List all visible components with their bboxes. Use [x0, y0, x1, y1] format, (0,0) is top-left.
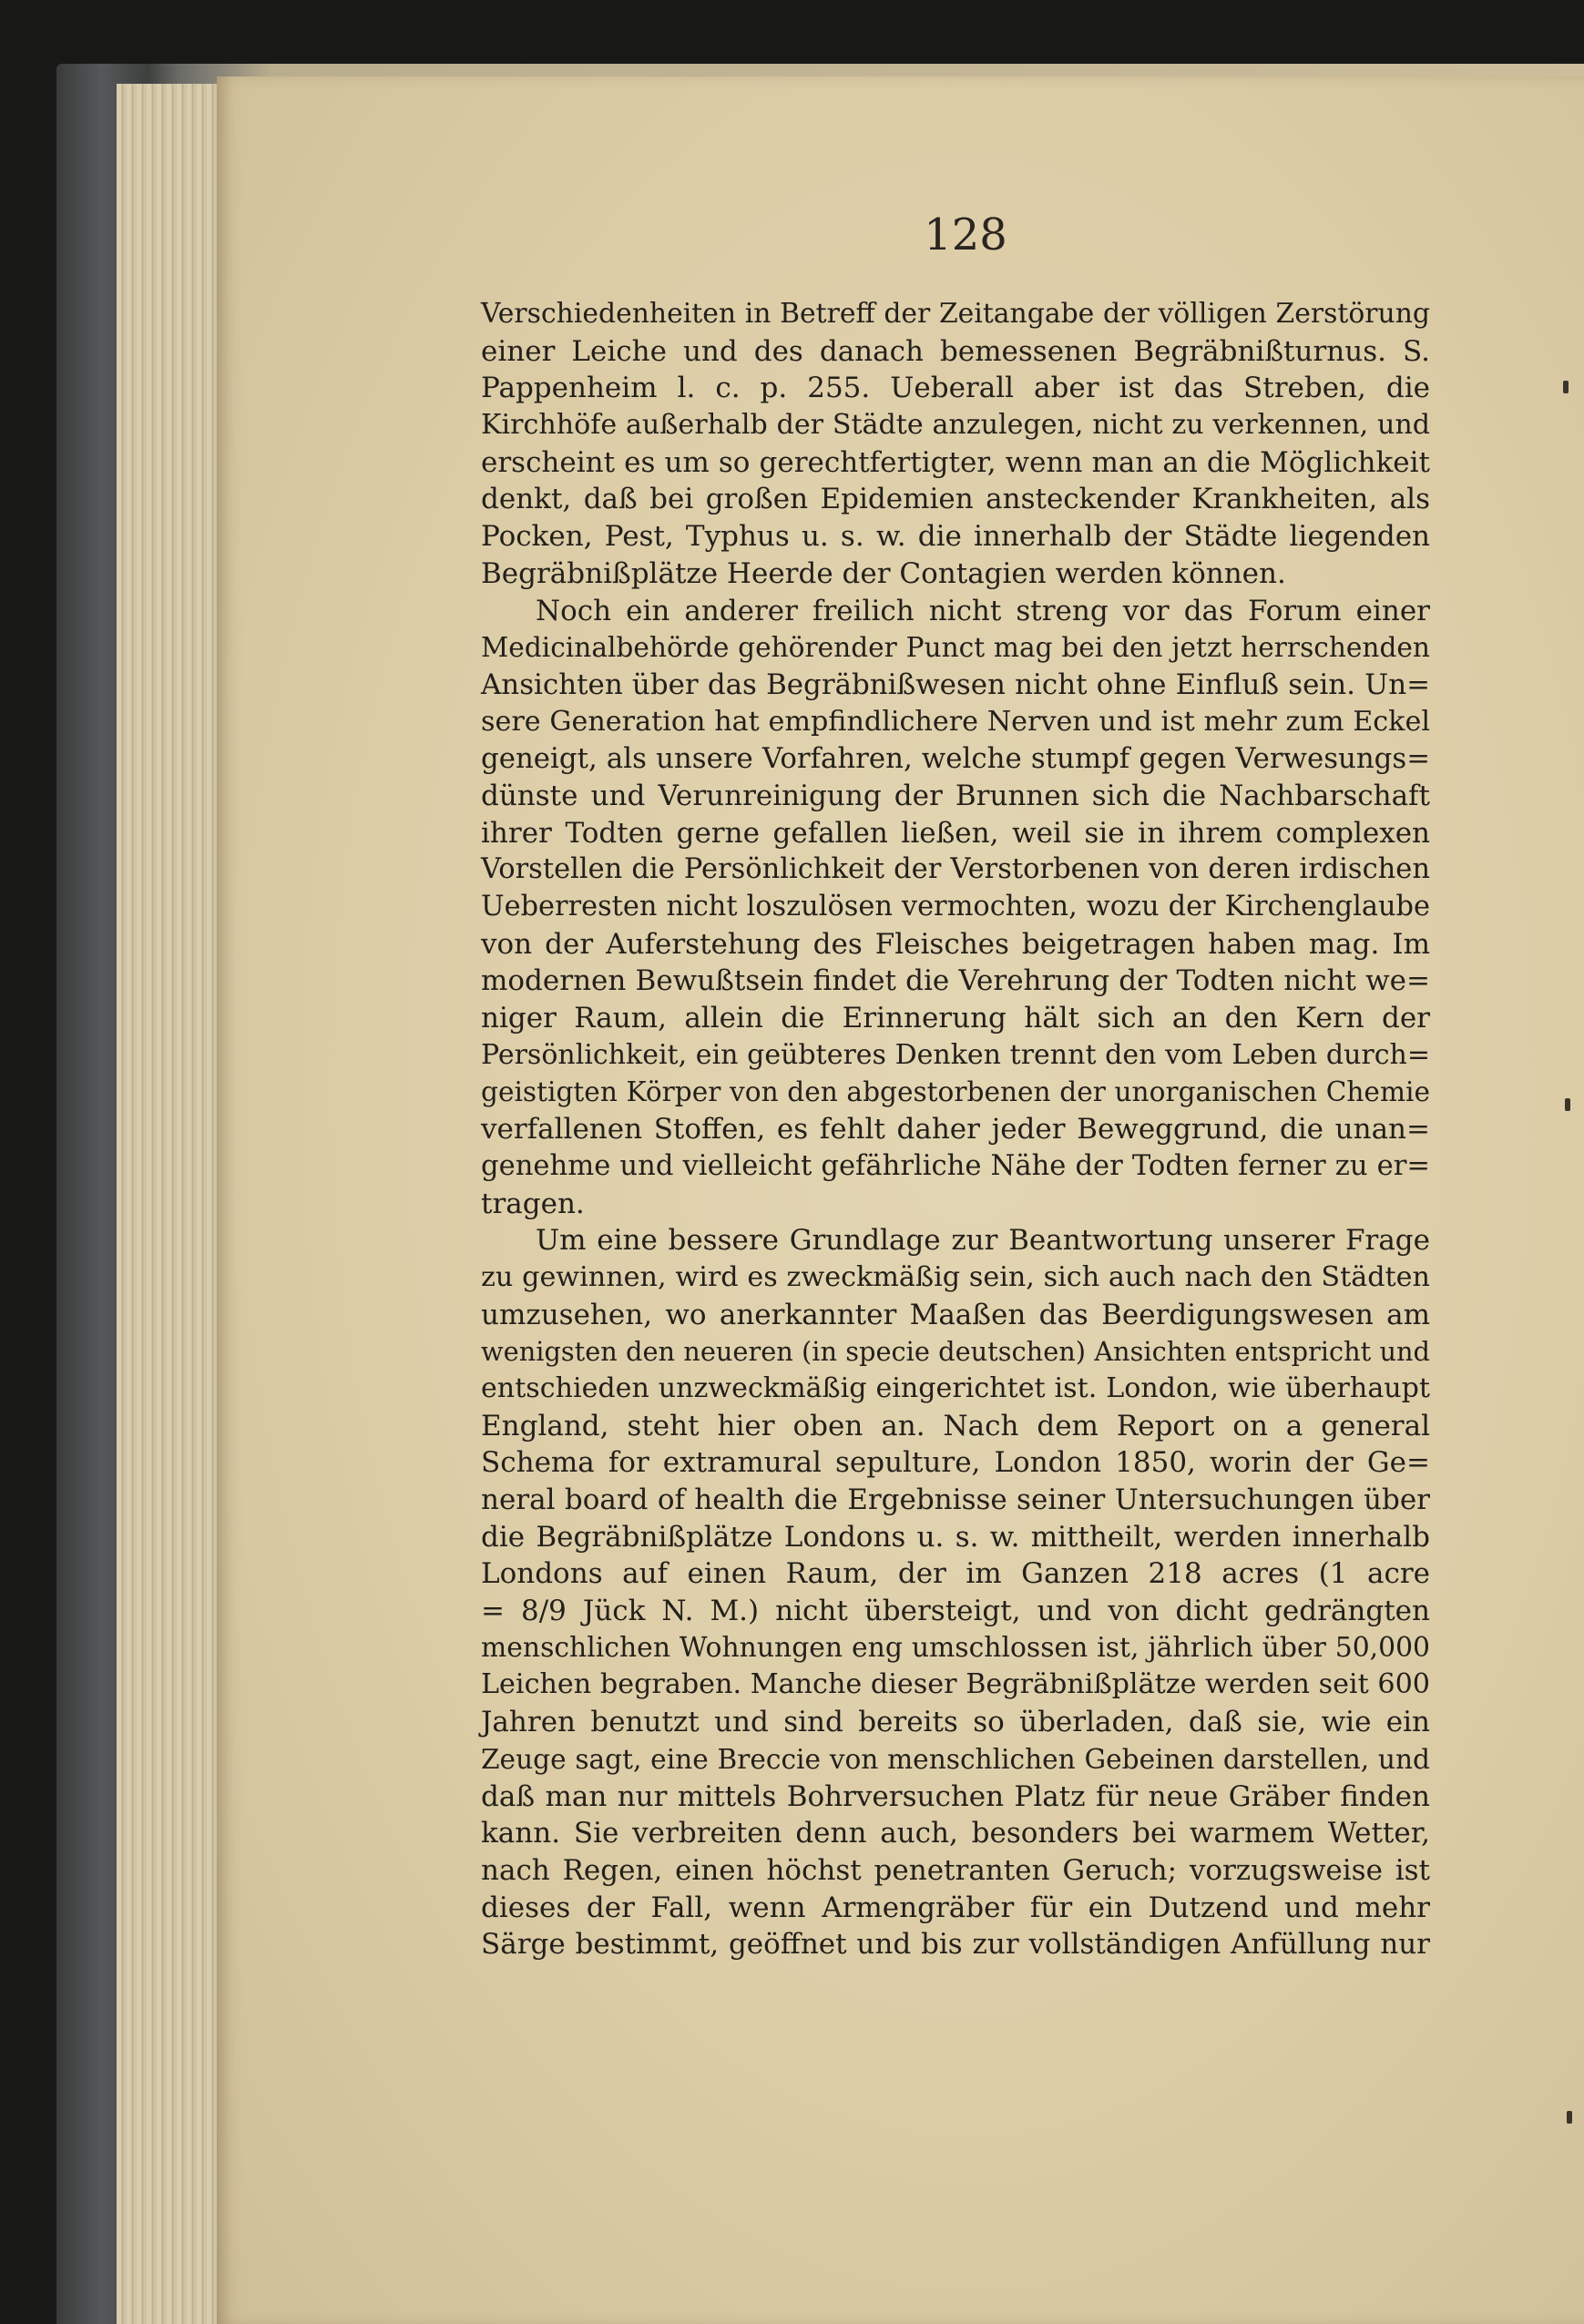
body-text: [481, 296, 1430, 1963]
page-number: 128: [924, 209, 1007, 260]
text-line: die Begräbnißplätze Londons u. s. w. mittheilt, werden innerhalb: [481, 1520, 1430, 1554]
text-line: ihrer Todten gerne gefallen ließen, weil sie in ihrem complexen: [481, 816, 1430, 850]
text-line: zu gewinnen, wird es zweckmäßig sein, sich auch nach den Städten: [481, 1260, 1430, 1293]
margin-mark: [1565, 1098, 1570, 1111]
text-line: Um eine bessere Grundlage zur Beantwortung unserer Frage: [536, 1224, 1430, 1258]
text-line: modernen Bewußtsein findet die Verehrung der Todten nicht we=: [481, 964, 1430, 998]
text-line: kann. Sie verbreiten denn auch, besonders bei warmem Wetter,: [481, 1817, 1430, 1850]
text-line: Vorstellen die Persönlichkeit der Verstorbenen von deren irdischen: [481, 853, 1430, 886]
text-line: verfallenen Stoffen, es fehlt daher jeder Beweggrund, die unan=: [481, 1113, 1430, 1147]
text-line: Pappenheim l. c. p. 255. Ueberall aber ist das Streben, die: [481, 372, 1430, 405]
text-line: Persönlichkeit, ein geübteres Denken trennt den vom Leben durch=: [481, 1038, 1430, 1071]
text-line: Ueberresten nicht loszulösen vermochten, wozu der Kirchenglaube: [481, 891, 1430, 922]
text-line: neral board of health die Ergebnisse seiner Untersuchungen über: [481, 1483, 1430, 1516]
text-line: Ansichten über das Begräbnißwesen nicht ohne Einfluß sein. Un=: [481, 668, 1430, 701]
text-line: Leichen begraben. Manche dieser Begräbnißplätze werden seit 600: [481, 1668, 1430, 1701]
text-line: = 8/9 Jück N. M.) nicht übersteigt, und von dicht gedrängten: [481, 1595, 1430, 1628]
text-line: niger Raum, allein die Erinnerung hält sich an den Kern der: [481, 1002, 1430, 1035]
text-line: nach Regen, einen höchst penetranten Geruch; vorzugsweise ist: [481, 1853, 1430, 1887]
text-line: Kirchhöfe außerhalb der Städte anzulegen, nicht zu verkennen, und: [481, 409, 1430, 442]
margin-mark: [1563, 381, 1569, 393]
text-line: Zeuge sagt, eine Breccie von menschlichen Gebeinen darstellen, und: [481, 1743, 1430, 1775]
text-line: dünste und Verunreinigung der Brunnen sich die Nachbarschaft: [481, 779, 1430, 812]
text-line: wenigsten den neueren (in specie deutschen) Ansichten entspricht und: [481, 1336, 1430, 1368]
text-line: Jahren benutzt und sind bereits so überladen, daß sie, wie ein: [481, 1706, 1430, 1739]
text-line: dieses der Fall, wenn Armengräber für ein Dutzend und mehr: [481, 1891, 1430, 1924]
text-line: umzusehen, wo anerkannter Maaßen das Beerdigungswesen am: [481, 1298, 1430, 1331]
text-line: Begräbnißplätze Heerde der Contagien werden können.: [481, 556, 1286, 590]
page-edges: [117, 84, 221, 2324]
text-line: denkt, daß bei großen Epidemien ansteckender Krankheiten, als: [481, 483, 1430, 516]
text-line: erscheint es um so gerechtfertigter, wenn man an die Möglichkeit: [481, 445, 1430, 479]
text-line: menschlichen Wohnungen eng umschlossen ist, jährlich über 50,000: [481, 1631, 1430, 1664]
text-line: geistigten Körper von den abgestorbenen der unorganischen Chemie: [481, 1076, 1430, 1108]
text-line: sere Generation hat empfindlichere Nerven und ist mehr zum Eckel: [481, 705, 1430, 738]
text-line: England, steht hier oben an. Nach dem Report on a general: [481, 1409, 1430, 1442]
text-line: Noch ein anderer freilich nicht streng vor das Forum einer: [536, 594, 1430, 627]
text-line: Särge bestimmt, geöffnet und bis zur vollständigen Anfüllung nur: [481, 1928, 1430, 1962]
text-line: Schema for extramural sepulture, London 1850, worin der Ge=: [481, 1446, 1430, 1480]
text-line: Medicinalbehörde gehörender Punct mag bei den jetzt herrschenden: [481, 632, 1430, 664]
text-line: entschieden unzweckmäßig eingerichtet ist. London, wie überhaupt: [481, 1371, 1430, 1404]
margin-mark: [1567, 2111, 1572, 2124]
text-line: Verschiedenheiten in Betreff der Zeitangabe der völligen Zerstörung: [481, 298, 1430, 330]
text-line: von der Auferstehung des Fleisches beigetragen haben mag. Im: [481, 927, 1430, 961]
text-line: genehme und vielleicht gefährliche Nähe der Todten ferner zu er=: [481, 1149, 1430, 1182]
text-line: geneigt, als unsere Vorfahren, welche stumpf gegen Verwesungs=: [481, 742, 1430, 776]
text-line: Londons auf einen Raum, der im Ganzen 218 acres (1 acre: [481, 1557, 1430, 1591]
text-line: einer Leiche und des danach bemessenen Begräbnißturnus. S.: [481, 334, 1430, 368]
text-line: Pocken, Pest, Typhus u. s. w. die innerhalb der Städte liegenden: [481, 520, 1430, 554]
text-line: daß man nur mittels Bohrversuchen Platz für neue Gräber finden: [481, 1779, 1430, 1813]
text-line: tragen.: [481, 1187, 585, 1220]
